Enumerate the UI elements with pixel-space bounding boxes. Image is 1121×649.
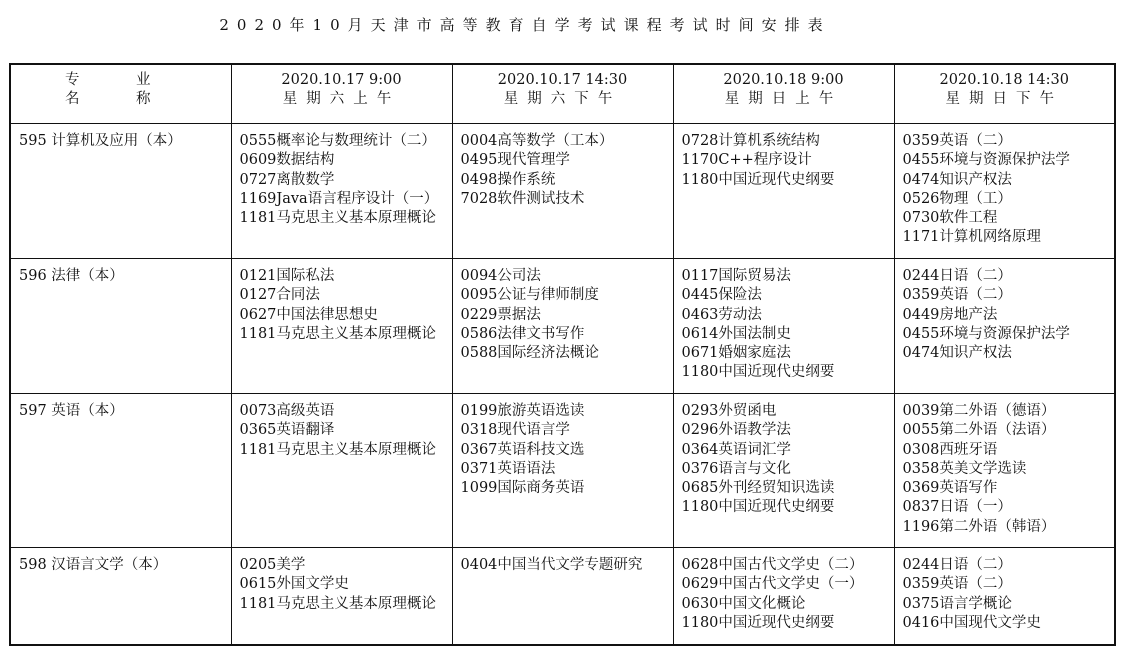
course-item: 0727离散数学	[239, 171, 335, 188]
slot-session: 星期日下午	[945, 91, 1063, 108]
course-item: 0837日语（一）	[902, 499, 1012, 516]
slot-cell	[231, 548, 452, 646]
slot-cell	[231, 394, 452, 548]
course-item: 0455环境与资源保护法学	[902, 325, 1070, 342]
slot-cell	[673, 124, 894, 259]
course-item: 0055第二外语（法语）	[902, 422, 1056, 439]
slot-cell	[452, 394, 673, 548]
header-major-label: 专 业	[64, 72, 177, 88]
course-item: 0094公司法	[460, 268, 541, 284]
course-item: 0121国际私法	[239, 268, 335, 284]
course-item: 0628中国古代文学史（二）	[681, 557, 864, 573]
course-item: 1180中国近现代史纲要	[681, 614, 835, 631]
course-item: 0308西班牙语	[902, 441, 998, 458]
course-item: 1196第二外语（韩语）	[902, 518, 1056, 535]
course-item: 0318现代语言学	[460, 422, 570, 439]
course-item: 0615外国文学史	[239, 576, 349, 593]
major-name: 595 计算机及应用（本）	[19, 133, 182, 149]
major-cell	[10, 259, 231, 394]
course-item: 1171计算机网络原理	[902, 229, 1041, 246]
header-slot-3	[673, 64, 894, 124]
course-item: 0445保险法	[681, 287, 762, 304]
slot-session: 星期六上午	[282, 91, 401, 108]
course-item: 1099国际商务英语	[460, 480, 585, 497]
table-row	[10, 259, 1115, 394]
course-item: 0495现代管理学	[460, 152, 570, 169]
table-row	[10, 124, 1115, 259]
slot-cell	[231, 124, 452, 259]
major-cell	[10, 548, 231, 646]
slot-date: 2020.10.18 14:30	[939, 72, 1069, 88]
course-item: 0416中国现代文学史	[902, 614, 1041, 631]
course-item: 0588国际经济法概论	[460, 345, 599, 362]
course-item: 1169Java语言程序设计（一）	[239, 190, 439, 207]
exam-schedule-table	[9, 63, 1116, 646]
header-major-cell	[10, 64, 231, 124]
slot-cell	[894, 124, 1115, 259]
header-row	[10, 64, 1115, 124]
table-row	[10, 394, 1115, 548]
course-item: 0004高等数学（工本）	[460, 133, 614, 149]
course-item: 0359英语（二）	[902, 133, 1012, 149]
course-item: 0526物理（工）	[902, 190, 1012, 207]
course-item: 1181马克思主义基本原理概论	[239, 210, 436, 227]
slot-session: 星期六下午	[503, 91, 622, 108]
slot-cell	[673, 548, 894, 646]
slot-cell	[894, 259, 1115, 394]
slot-cell	[673, 259, 894, 394]
course-item: 0244日语（二）	[902, 557, 1012, 573]
slot-cell	[452, 124, 673, 259]
slot-cell	[231, 259, 452, 394]
course-item: 0369英语写作	[902, 480, 998, 497]
major-name: 596 法律（本）	[19, 268, 124, 284]
course-item: 1180中国近现代史纲要	[681, 364, 835, 381]
course-item: 0375语言学概论	[902, 595, 1012, 612]
course-item: 0404中国当代文学专题研究	[460, 557, 643, 573]
course-item: 0498操作系统	[460, 171, 556, 188]
slot-session: 星期日上午	[724, 91, 843, 108]
course-item: 0367英语科技文选	[460, 441, 585, 458]
page-title: 2020年10月天津市高等教育自学考试课程考试时间安排表	[219, 16, 831, 34]
major-name: 597 英语（本）	[19, 403, 124, 419]
course-item: 0586法律文书写作	[460, 325, 585, 342]
course-item: 0474知识产权法	[902, 171, 1012, 188]
course-item: 0205美学	[239, 557, 306, 573]
course-item: 0199旅游英语选读	[460, 403, 585, 419]
course-item: 0629中国古代文学史（一）	[681, 576, 864, 593]
slot-cell	[894, 548, 1115, 646]
course-item: 0365英语翻译	[239, 422, 335, 439]
course-item: 1170C++程序设计	[681, 152, 812, 169]
course-item: 0127合同法	[239, 287, 320, 304]
header-name-label: 名 称	[64, 91, 177, 108]
course-item: 0095公证与律师制度	[460, 287, 599, 304]
course-item: 0614外国法制史	[681, 325, 791, 342]
course-item: 0117国际贸易法	[681, 268, 791, 284]
course-item: 0555概率论与数理统计（二）	[239, 133, 436, 149]
slot-cell	[673, 394, 894, 548]
header-slot-2	[452, 64, 673, 124]
course-item: 0449房地产法	[902, 306, 998, 323]
header-slot-4	[894, 64, 1115, 124]
course-item: 0039第二外语（德语）	[902, 403, 1056, 419]
course-item: 1180中国近现代史纲要	[681, 499, 835, 516]
course-item: 0073高级英语	[239, 403, 335, 419]
slot-cell	[452, 548, 673, 646]
course-item: 0293外贸函电	[681, 403, 777, 419]
slot-date: 2020.10.17 9:00	[281, 72, 402, 88]
header-slot-1	[231, 64, 452, 124]
slot-cell	[452, 259, 673, 394]
course-item: 1181马克思主义基本原理概论	[239, 441, 436, 458]
course-item: 1181马克思主义基本原理概论	[239, 595, 436, 612]
major-cell	[10, 394, 231, 548]
course-item: 0244日语（二）	[902, 268, 1012, 284]
course-item: 0685外刊经贸知识选读	[681, 480, 835, 497]
course-item: 0730软件工程	[902, 210, 998, 227]
major-name: 598 汉语言文学（本）	[19, 557, 168, 573]
major-cell	[10, 124, 231, 259]
course-item: 0455环境与资源保护法学	[902, 152, 1070, 169]
table-row	[10, 548, 1115, 646]
course-item: 0376语言与文化	[681, 460, 791, 477]
course-item: 0474知识产权法	[902, 345, 1012, 362]
course-item: 0630中国文化概论	[681, 595, 806, 612]
course-item: 0609数据结构	[239, 152, 335, 169]
slot-cell	[894, 394, 1115, 548]
course-item: 0627中国法律思想史	[239, 306, 378, 323]
course-item: 0296外语教学法	[681, 422, 791, 439]
course-item: 0463劳动法	[681, 306, 762, 323]
course-item: 0358英美文学选读	[902, 460, 1027, 477]
course-item: 7028软件测试技术	[460, 190, 585, 207]
course-item: 0371英语语法	[460, 460, 556, 477]
course-item: 0364英语词汇学	[681, 441, 791, 458]
slot-date: 2020.10.18 9:00	[723, 72, 844, 88]
course-item: 0359英语（二）	[902, 576, 1012, 593]
course-item: 0671婚姻家庭法	[681, 345, 791, 362]
course-item: 0229票据法	[460, 306, 541, 323]
slot-date: 2020.10.17 14:30	[497, 72, 628, 88]
course-item: 1180中国近现代史纲要	[681, 171, 835, 188]
course-item: 0359英语（二）	[902, 287, 1012, 304]
course-item: 0728计算机系统结构	[681, 133, 820, 149]
course-item: 1181马克思主义基本原理概论	[239, 325, 436, 342]
